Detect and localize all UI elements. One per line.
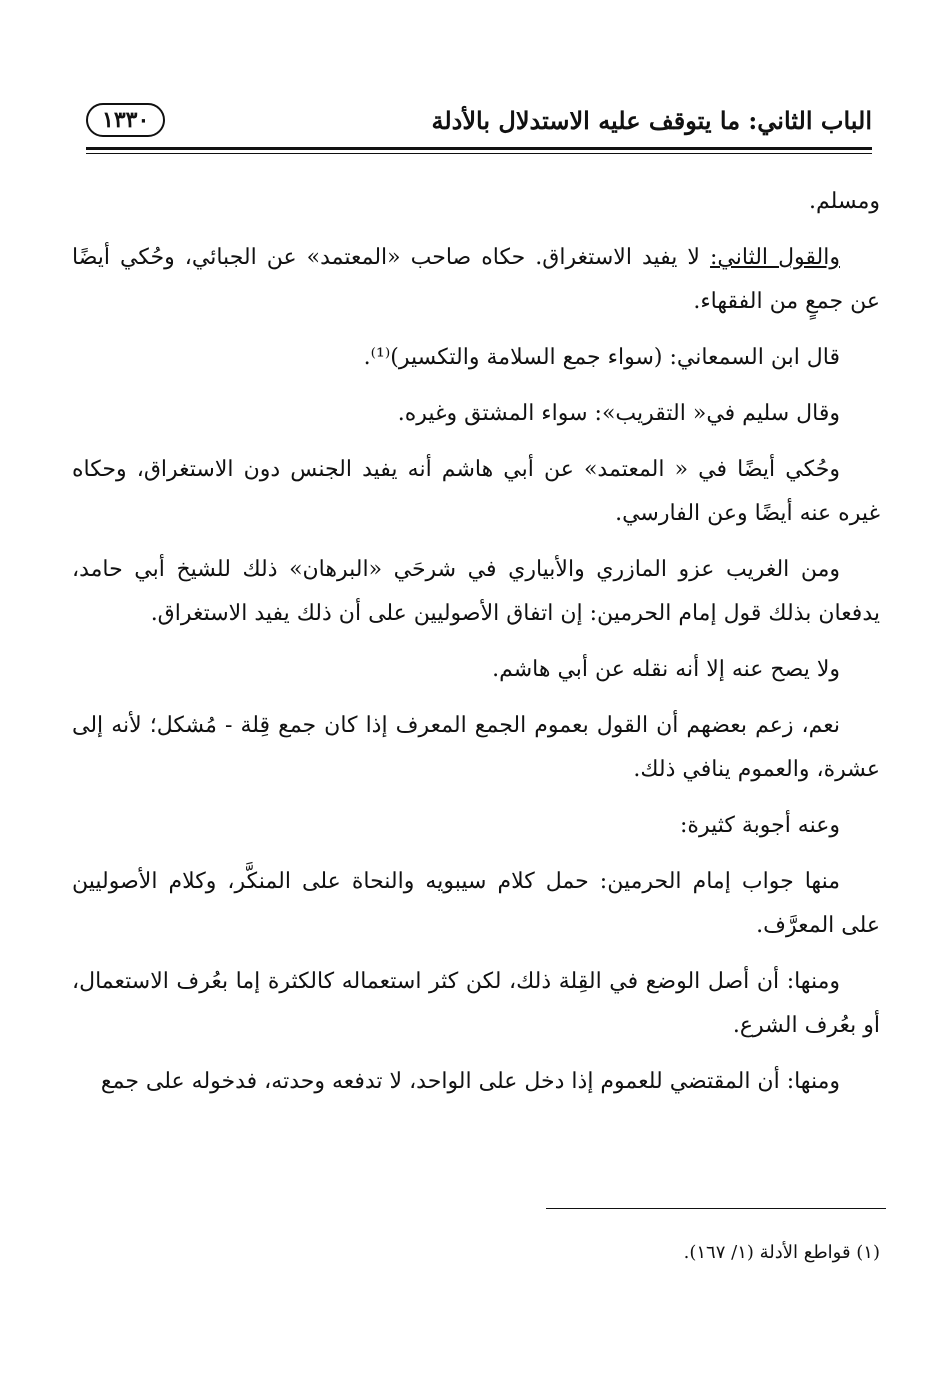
header-rule-thick	[86, 147, 872, 150]
paragraph: ومن الغريب عزو المازري والأبياري في شرحَي «البرهان» ذلك للشيخ أبي حامد، يدفعان بذلك قول إمام الحرمين: إن اتفاق الأصوليين على أن ذلك يفيد الاستغراق.	[72, 557, 880, 626]
page-number: ١٣٣٠	[86, 103, 165, 137]
paragraph: قال ابن السمعاني: (سواء جمع السلامة والتكسير)⁽¹⁾.	[363, 345, 840, 370]
footnote: (١) قواطع الأدلة (١/ ١٦٧).	[683, 1242, 880, 1263]
paragraph-text: لا يفيد الاستغراق. حكاه صاحب «المعتمد» عن الجبائي، وحُكي أيضًا عن جمعٍ من الفقهاء.	[72, 245, 880, 314]
footnote-separator	[546, 1208, 886, 1209]
underlined-lead: والقول الثاني:	[710, 245, 840, 270]
paragraph: ومنها: أن المقتضي للعموم إذا دخل على الواحد، لا تدفعه وحدته، فدخوله على جمع	[100, 1069, 840, 1094]
paragraph: وعنه أجوبة كثيرة:	[680, 813, 840, 838]
running-title: الباب الثاني: ما يتوقف عليه الاستدلال بالأدلة	[431, 105, 872, 135]
paragraph: ومسلم.	[809, 189, 880, 214]
page-header	[86, 98, 872, 142]
paragraph: ومنها: أن أصل الوضع في القِلة ذلك، لكن كثر استعماله كالكثرة إما بعُرف الاستعمال، أو بعُرف الشرع.	[72, 969, 880, 1038]
paragraph: وقال سليم في« التقريب»: سواء المشتق وغيره.	[397, 401, 840, 426]
paragraph	[72, 236, 880, 324]
body-text	[72, 180, 880, 1116]
paragraph: وحُكي أيضًا في « المعتمد» عن أبي هاشم أنه يفيد الجنس دون الاستغراق، وحكاه غيره عنه أيضًا وعن الفارسي.	[72, 457, 880, 526]
paragraph: ولا يصح عنه إلا أنه نقله عن أبي هاشم.	[492, 657, 840, 682]
paragraph: منها جواب إمام الحرمين: حمل كلام سيبويه والنحاة على المنكَّر، وكلام الأصوليين على المعرَّف.	[72, 869, 880, 938]
header-rule-thin	[86, 153, 872, 154]
paragraph: نعم، زعم بعضهم أن القول بعموم الجمع المعرف إذا كان جمع قِلة - مُشكل؛ لأنه إلى عشرة، والعموم ينافي ذلك.	[72, 713, 880, 782]
